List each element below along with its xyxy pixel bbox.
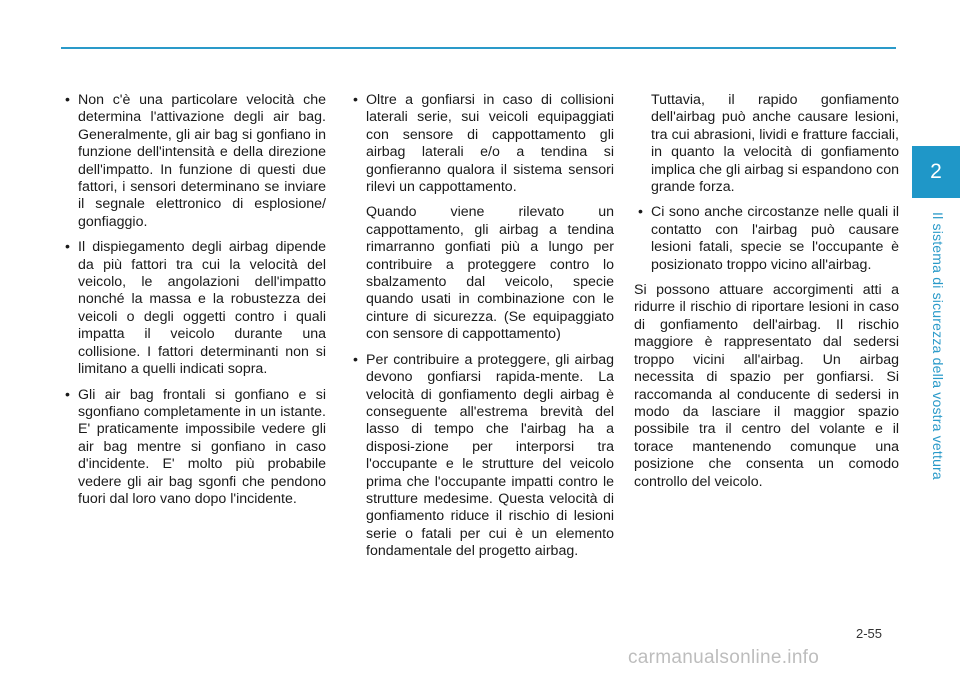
bullet-list — [634, 204, 899, 274]
list-item — [349, 92, 614, 344]
chapter-number: 2 — [930, 160, 942, 183]
text-column-3 — [634, 92, 899, 499]
list-item: • Non c'è una particolare velocità che determina l'attivazione degli air bag. Generalmente, gli air bag si gonfiano in funzione dell'intensità e della direzione dell'impatto. In funzione di questi due fattori, i sensori determinano se inviare il segnale elettronico di esplosione/ gonfiaggio. — [61, 92, 326, 231]
list-item: • Ci sono anche circostanze nelle quali il contatto con l'airbag può causare lesioni fatali, specie se l'occupante è posizionato troppo vicino all'airbag. — [634, 204, 899, 274]
bullet-list — [61, 92, 326, 508]
text-column-1 — [61, 92, 326, 516]
header-rule — [61, 47, 896, 49]
watermark: carmanualsonline.info — [628, 647, 820, 668]
paragraph: Si possono attuare accorgimenti atti a ridurre il rischio di riportare lesioni in caso di gonfiamento dell'airbag. Il rischio maggiore è rappresentato dal sedersi troppo vicini all'airbag. Un airbag necessita di spazio per gonfiarsi. Si raccomanda al conducente di sedersi in modo da lasciare il maggior spazio possibile tra il centro del volante e il torace mantenendo comunque una posizione che consenta un comodo controllo del veicolo. — [634, 282, 899, 490]
paragraph: • Oltre a gonfiarsi in caso di collisioni laterali serie, sui veicoli equipaggiati con sensore di cappottamento gli airbag laterali e/o a tendina si gonfieranno qualora il sistema sensori rilevi un cappottamento. — [366, 92, 614, 196]
list-item: • Per contribuire a proteggere, gli airbag devono gonfiarsi rapida-mente. La velocità di gonfiamento degli airbag è conseguente all'estrema brevità del lasso di tempo che l'airbag ha a disposi-zione per interporsi tra l'occupante e le strutture del veicolo prima che l'occupante impatti contro le strutture medesime. Questa velocità di gonfiamento riduce il rischio di lesioni serie o fatali per cui è un elemento fondamentale del progetto airbag. — [349, 352, 614, 561]
page-number: 2-55 — [856, 626, 883, 641]
text-column-2 — [349, 92, 614, 569]
paragraph: Tuttavia, il rapido gonfiamento dell'airbag può anche causare lesioni, tra cui abrasioni, lividi e fratture facciali, in quanto la velocità di gonfiamento implica che gli airbag si espandono con grande forza. — [651, 92, 899, 196]
bullet-list — [349, 92, 614, 561]
paragraph: Quando viene rilevato un cappottamento, gli airbag a tendina rimarranno gonfiati più a lungo per contribuire a proteggere contro lo sbalzamento dal veicolo, specie quando usati in combinazione con le cinture di sicurezza. (Se equipaggiato con sensore di cappottamento) — [366, 204, 614, 343]
chapter-number-tab — [912, 146, 960, 198]
list-item: • Gli air bag frontali si gonfiano e si sgonfiano completamente in un istante. E' praticamente impossibile vedere gli air bag mentre si gonfiano in caso d'incidente. E' molto più probabile vedere gli air bag sgonfi che pendono fuori dal loro vano dopo l'incidente. — [61, 387, 326, 509]
chapter-title: Il sistema di sicurezza della vostra vettura — [930, 212, 946, 480]
list-item: • Il dispiegamento degli airbag dipende da più fattori tra cui la velocità del veicolo, le angolazioni dell'impatto nonché la massa e la robustezza dei veicoli o degli oggetti contro i quali impatta il veicolo durante una collisione. I fattori determinanti non si limitano a quelli indicati sopra. — [61, 239, 326, 378]
